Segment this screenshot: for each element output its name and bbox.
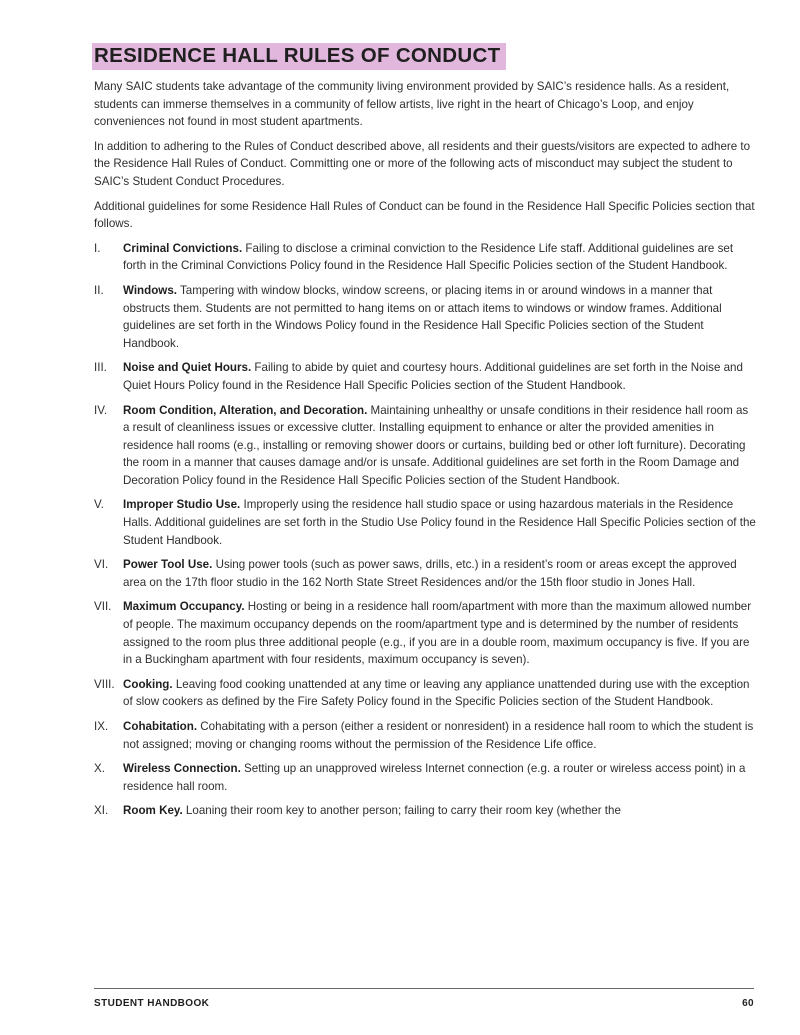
rule-number: IV. [94,403,108,417]
rule-number: VIII. [94,677,115,691]
rule-title: Cohabitation. [123,720,198,733]
intro-paragraph-2: In addition to adhering to the Rules of Conduct described above, all residents and their guests/visitors are expected to adhere to the Residence Hall Rules of Conduct. Committing one or more of the following acts of misconduct may subject the student to SAIC’s Student Conduct Procedures. [94,139,751,188]
rule-text: Improperly using the residence hall studio space or using hazardous materials in the Residence Halls. Additional guidelines are set forth in the Studio Use Policy found in the Residence Hall Specific Policies section of the Student Handbook. [123,498,756,547]
rule-item [94,556,756,591]
rule-item [94,240,756,275]
rule-title: Room Condition, Alteration, and Decoration. [123,403,368,417]
rule-title: Room Key. [123,804,183,818]
rule-item [94,282,756,352]
page-title: RESIDENCE HALL RULES OF CONDUCT [94,44,501,67]
rule-text: Failing to disclose a criminal conviction to the Residence Life staff. Additional guidelines are set forth in the Criminal Convictions Policy found in the Residence Hall Specific Policies section of the Student Handbook. [123,241,734,273]
rule-item [94,676,756,711]
rule-title: Power Tool Use. [123,558,213,572]
rule-text: Hosting or being in a residence hall room/apartment with more than the maximum allowed number of people. The maximum occupancy depends on the room/apartment type and is determined by the number of residents assigned to the room plus three additional people (e.g., if you are in a double room, maximum occupancy is five. If you are in a Buckingham apartment with four residents, maximum occupancy is seven). [123,600,752,667]
rule-text: Tampering with window blocks, window screens, or placing items in or around windows in a manner that obstructs them. Students are not permitted to hang items on or attach items to windows or window frames. Additional guidelines are set forth in the Windows Policy found in the Residence Hall Specific Policies section of the Student Handbook. [123,283,722,350]
rule-text: Loaning their room key to another person; failing to carry their room key (whether the [182,804,621,818]
intro-paragraph-3: Additional guidelines for some Residence Hall Rules of Conduct can be found in the Residence Hall Specific Policies section that follows. [94,199,755,231]
rule-number: VI. [94,558,109,572]
rule-title: Improper Studio Use. [123,498,241,512]
rule-item [94,359,756,394]
rule-title: Windows. [123,283,177,297]
rule-title: Maximum Occupancy. [123,600,245,614]
footer-handbook-label: STUDENT HANDBOOK [94,998,210,1009]
rule-title: Criminal Convictions. [123,241,243,255]
rule-number: II. [94,283,104,297]
rule-text: Maintaining unhealthy or unsafe conditions in their residence hall room as a result of cleanliness issues or excessive clutter. Installing equipment to enhance or alter the provided amenities in residence hall rooms (e.g., installing or removing shower doors or curtains, building bed or other loft furniture). Decorating the room in a manner that causes damage and/or is unsafe. Additional guidelines are set forth in the Room Damage and Decoration Policy found in the Residence Hall Specific Policies section of the Student Handbook. [123,403,749,487]
rule-text: Setting up an unapproved wireless Internet connection (e.g. a router or wireless access point) in a residence hall room. [123,762,746,793]
rule-number: III. [94,361,107,375]
rule-number: V. [94,498,104,512]
title-highlight [92,43,506,70]
rule-text: Leaving food cooking unattended at any time or leaving any appliance unattended during use with the exception of slow cookers as defined by the Fire Safety Policy found in the Specific Policies section of the Student Handbook. [123,677,750,709]
rule-item [94,496,756,549]
rule-item [94,718,756,753]
rule-item [94,402,756,490]
rule-text: Cohabitating with a person (either a resident or nonresident) in a residence hall room to which the student is not assigned; moving or changing rooms without the permission of the Residence Life office. [123,720,754,751]
rule-item [94,598,756,668]
rule-text: Using power tools (such as power saws, drills, etc.) in a resident’s room or areas except the approved area on the 17th floor studio in the 162 North State Street Residences and/or the 15th floor studio in Jones Hall. [123,558,737,589]
rules-list [94,240,756,820]
rule-text: Failing to abide by quiet and courtesy hours. Additional guidelines are set forth in the Noise and Quiet Hours Policy found in the Residence Hall Specific Policies section of the Student Handbook. [123,361,743,392]
footer-page-number: 60 [742,998,754,1009]
rule-item [94,802,756,820]
rule-item [94,760,756,795]
rule-title: Noise and Quiet Hours. [123,361,252,375]
rule-number: IX. [94,720,109,733]
footer-divider [94,988,754,989]
rule-number: VII. [94,600,112,614]
intro-paragraph-1: Many SAIC students take advantage of the community living environment provided by SAIC’s residence halls. As a resident, students can immerse themselves in a community of fellow artists, live right in the heart of Chicago’s Loop, and enjoy conveniences not found in most student apartments. [94,80,730,129]
page-content [94,43,756,827]
rule-number: I. [94,241,101,255]
rule-title: Wireless Connection. [123,762,241,776]
rule-number: X. [94,762,105,776]
rule-title: Cooking. [123,677,173,691]
rule-number: XI. [94,804,109,818]
